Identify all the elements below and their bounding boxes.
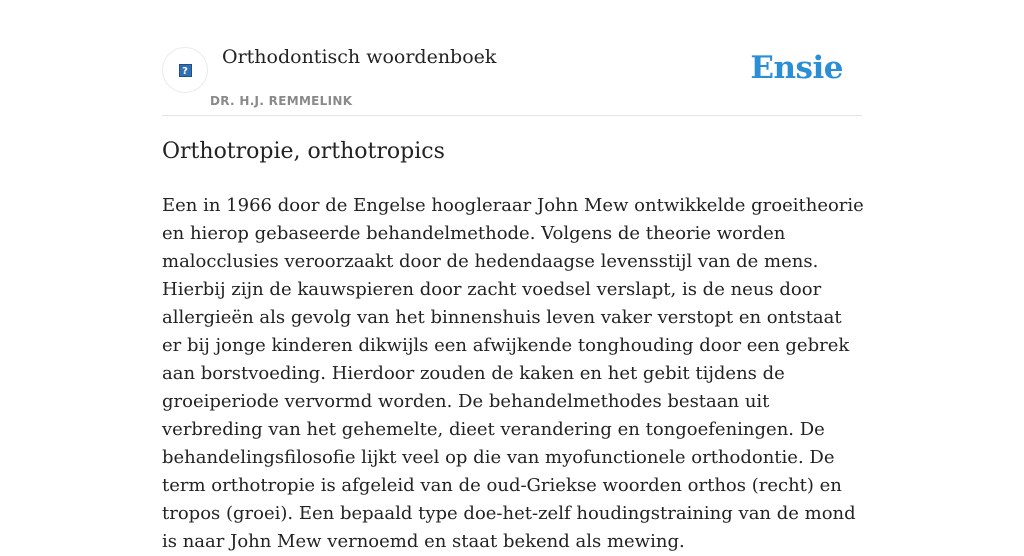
- entry-body: Een in 1966 door de Engelse hoogleraar John Mew ontwikkelde groeitheorie en hierop gebaseerde behandelmethode. Volgens de theorie worden malocclusies veroorzaakt door de hedendaagse levensstijl van de mens. Hierbij zijn de kauwspieren door zacht voedsel verslapt, is de neus door allergieën als gevolg van het binnenshuis leven vaker verstopt en ontstaat er bij jonge kinderen dikwijls een afwijkende tonghouding door een gebrek aan borstvoeding. Hierdoor zouden de kaken en het gebit tijdens de groeiperiode vervormd worden. De behandelmethodes bestaan uit verbreding van het gehemelte, dieet verandering en tongoefeningen. De behandelingsfilosofie lijkt veel op die van myofunctionele orthodontie. De term orthotropie is afgeleid van de oud-Griekse woorden orthos (recht) en tropos (groei). Een bepaald type doe-het-zelf houdingstraining van de mond is naar John Mew vernoemd en staat bekend als mewing.: [162, 195, 864, 552]
- book-author[interactable]: DR. H.J. REMMELINK: [210, 94, 353, 108]
- ensie-logo[interactable]: Ensie: [750, 50, 843, 86]
- book-icon[interactable]: [162, 47, 208, 93]
- entry-title: Orthotropie, orthotropics: [162, 139, 445, 164]
- book-title[interactable]: Orthodontisch woordenboek: [222, 46, 497, 68]
- question-book-icon: ?: [179, 64, 192, 77]
- page: [162, 0, 864, 552]
- book-header: [162, 0, 862, 116]
